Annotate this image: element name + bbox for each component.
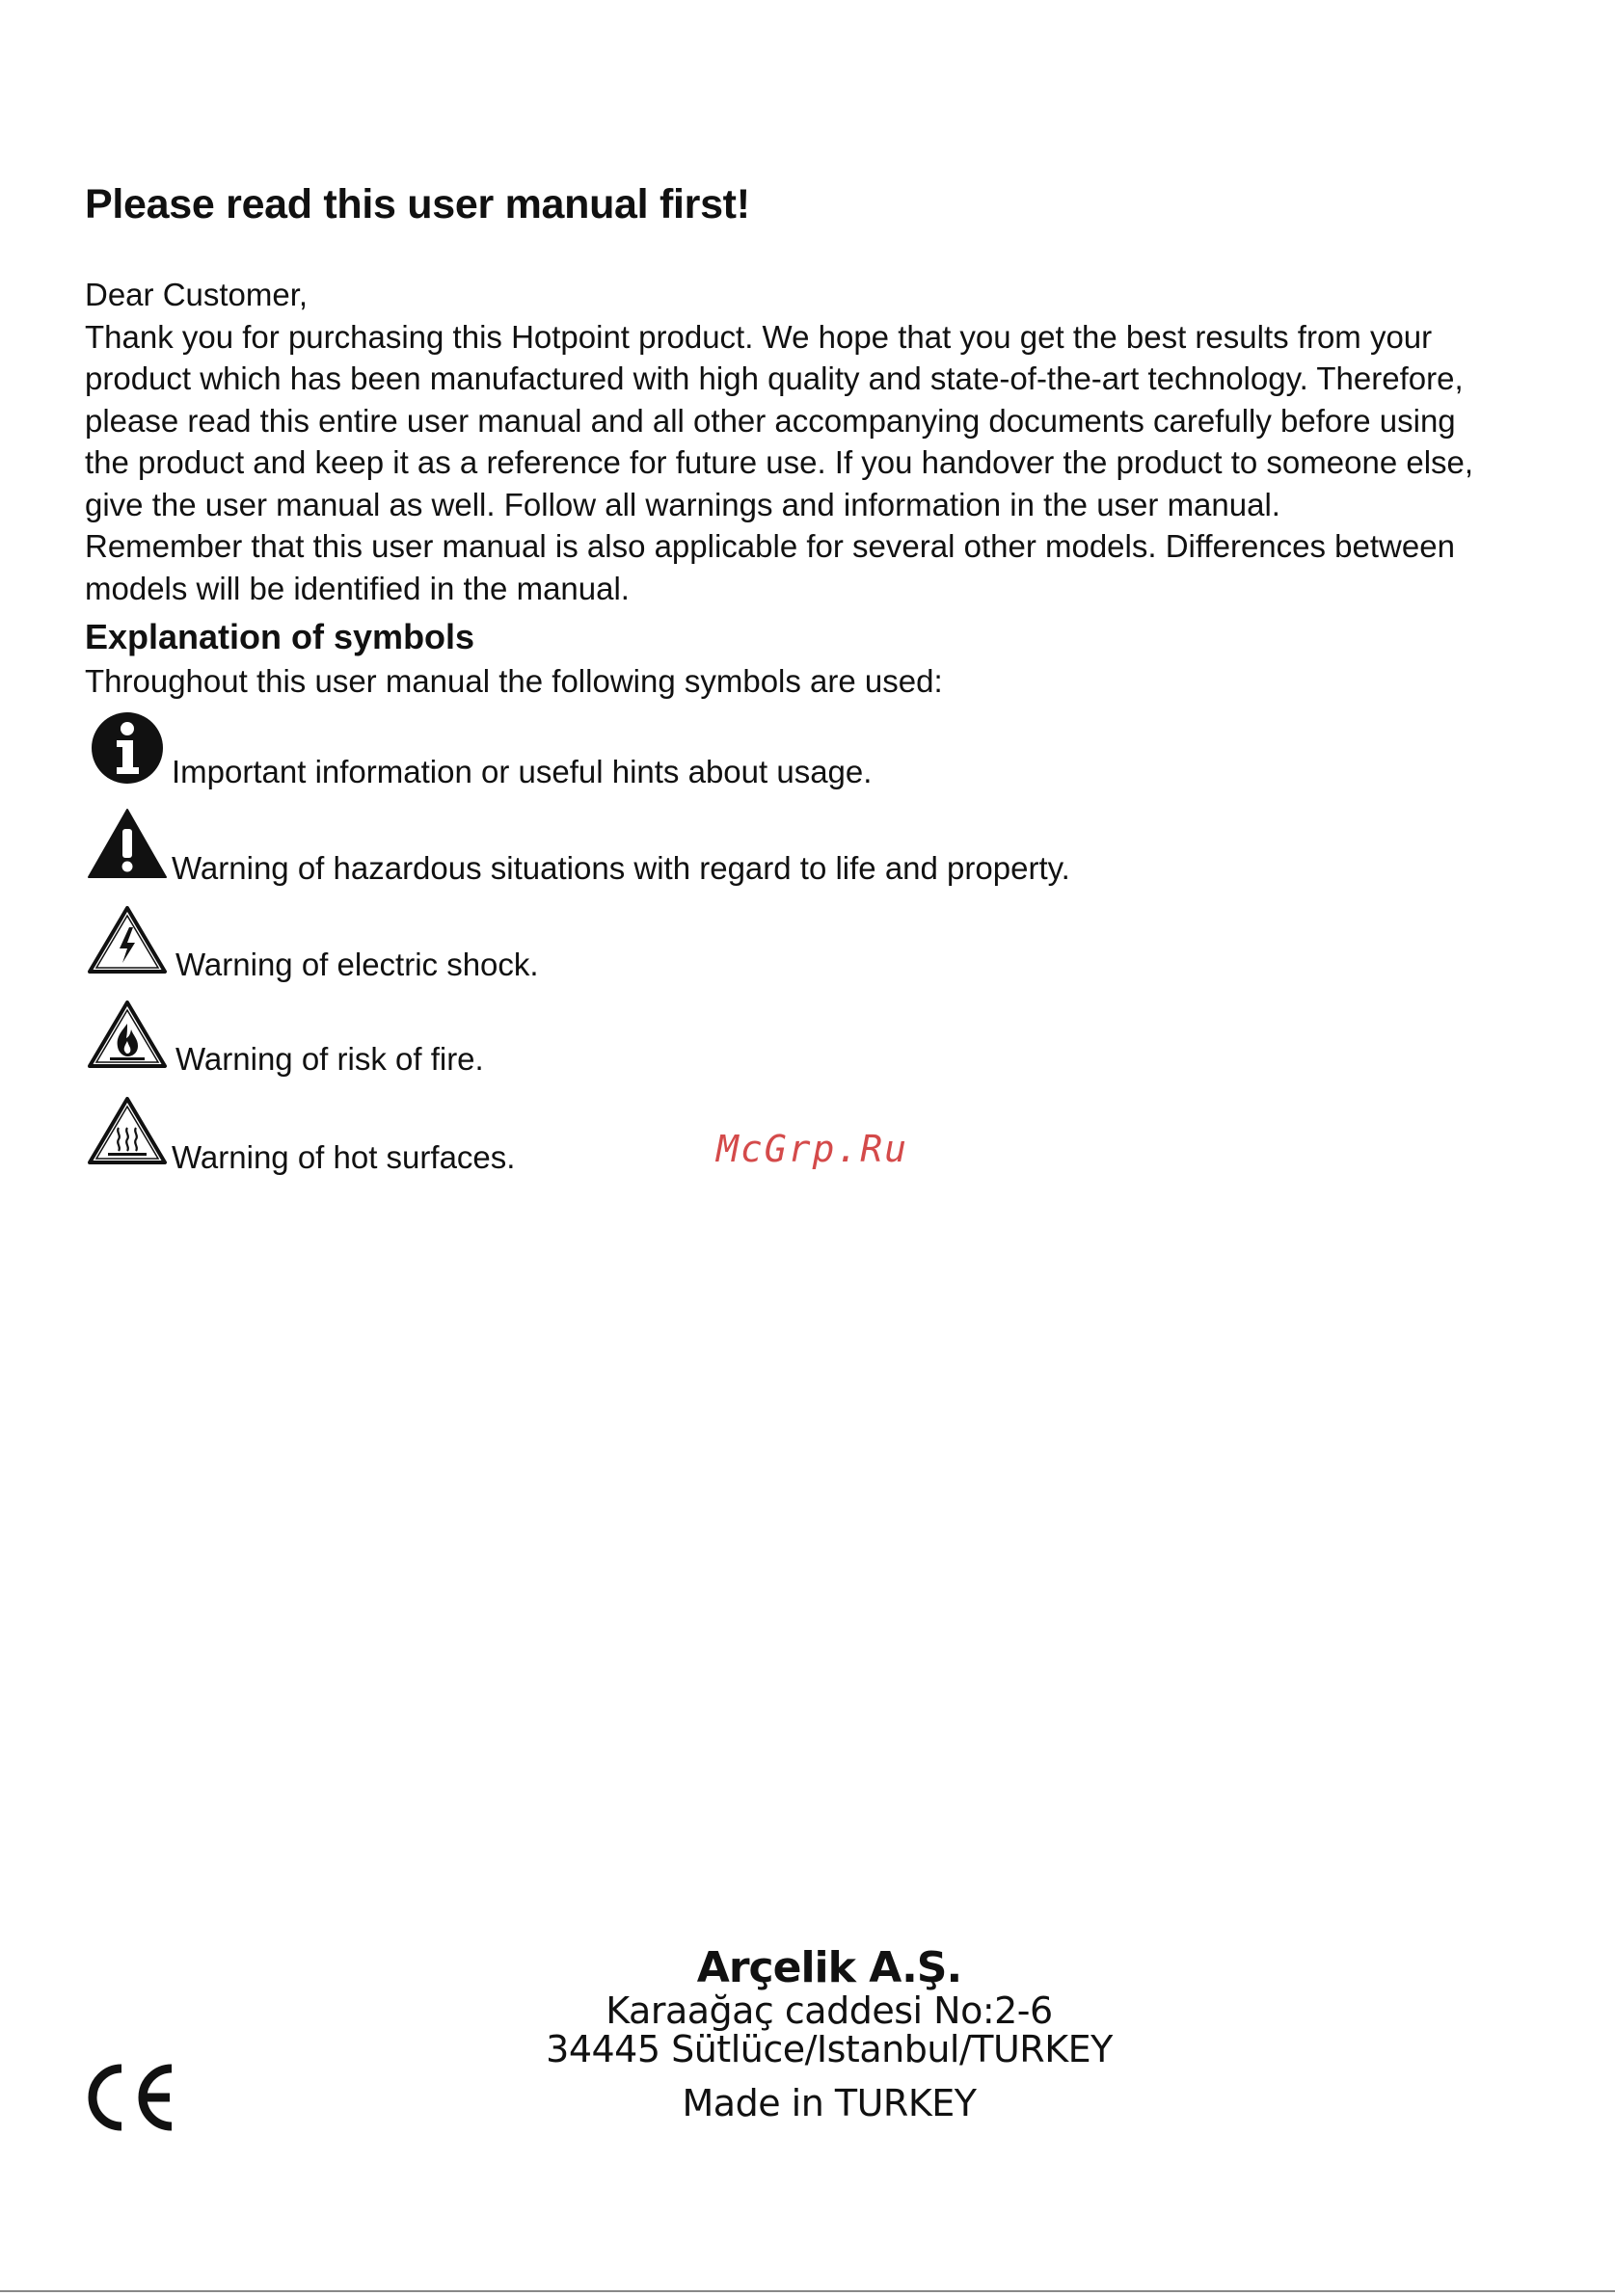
intro-line: give the user manual as well. Follow all warnings and information in the user manual. [85,486,1280,522]
intro-line: Thank you for purchasing this Hotpoint product. We hope that you get the best results from your [85,318,1433,355]
intro-line: product which has been manufactured with high quality and state-of-the-art technology. Therefore, [85,360,1464,396]
made-in-text: Made in TURKEY [682,2082,977,2124]
symbols-heading: Explanation of symbols [85,617,475,656]
watermark-text: McGrp.Ru [716,1128,909,1170]
page-title: Please read this user manual first! [85,181,750,227]
intro-line: models will be identified in the manual. [85,570,630,606]
symbol-item-hazard [87,806,1244,893]
symbols-intro: Throughout this user manual the following symbols are used: [85,663,943,699]
symbol-text: Warning of electric shock. [175,947,539,982]
intro-line: Remember that this user manual is also applicable for several other models. Differences between [85,528,1455,564]
symbol-item-electric [87,902,1244,989]
symbol-item-hot-surface [87,1093,1244,1180]
ce-mark-icon [83,2061,179,2134]
symbol-item-info [87,709,1244,796]
info-icon [87,709,168,790]
hazard-warning-icon [87,806,168,887]
manufacturer-block [501,1945,1157,2122]
company-address-line1: Karaağaç caddesi No:2-6 [606,1989,1053,2032]
fire-risk-icon [87,997,168,1078]
intro-line: please read this entire user manual and all other accompanying documents carefully before using [85,402,1456,439]
symbol-text: Warning of hazardous situations with regard to life and property. [172,850,1070,886]
hot-surface-icon [87,1093,168,1174]
company-address-line2: 34445 Sütlüce/Istanbul/TURKEY [546,2028,1113,2070]
company-name: Arçelik A.Ş. [696,1943,962,1992]
symbol-text: Warning of hot surfaces. [172,1139,516,1175]
symbol-item-fire [87,997,1244,1083]
symbol-text: Warning of risk of fire. [175,1041,484,1077]
electric-shock-icon [87,902,168,983]
page-bottom-rule [0,2290,1615,2292]
intro-section [85,274,1570,609]
salutation: Dear Customer, [85,277,309,312]
symbol-text: Important information or useful hints about usage. [172,754,873,789]
intro-line: the product and keep it as a reference for future use. If you handover the product to someone else, [85,444,1474,480]
